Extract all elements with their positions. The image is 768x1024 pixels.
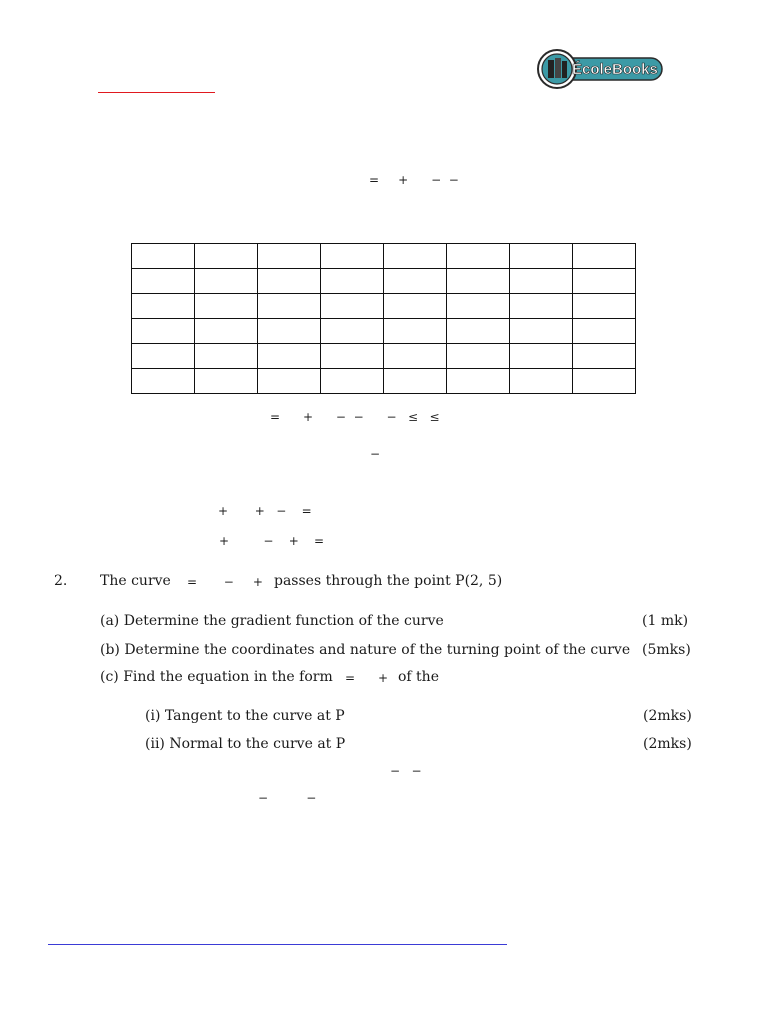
q2-part-c-text: (c) Find the equation in the form [100,669,333,685]
table-row [132,344,636,369]
table-cell [447,319,510,344]
table-cell [384,244,447,269]
q2-part-a-text: (a) Determine the gradient function of the curve [100,613,444,629]
table-cell [384,344,447,369]
table-cell [321,294,384,319]
q2-part-b-text: (b) Determine the coordinates and nature of the turning point of the curve [100,642,631,658]
table-cell [384,369,447,394]
table-cell [384,294,447,319]
table-cell [384,269,447,294]
q1-value-table [131,243,636,394]
q2-part-c-suffix: of the [398,669,439,685]
table-cell [132,344,195,369]
table-cell [510,344,573,369]
table-cell [510,244,573,269]
table-row [132,369,636,394]
q1-equation-symbols: = + − − [369,173,459,187]
ecolebooks-logo [536,48,666,90]
table-cell [573,344,636,369]
q1-equation-line-2: + − + = [219,534,325,548]
table-cell [321,269,384,294]
logo-graphic [536,48,666,90]
footer-link-rule [48,944,507,945]
q2-stem-suffix: passes through the point P(2, 5) [274,573,503,589]
table-cell [510,319,573,344]
table-cell [258,294,321,319]
q1-value-table-body [132,244,636,394]
q1-equation-line-1: + + − = [218,504,312,518]
table-cell [258,269,321,294]
table-cell [321,244,384,269]
table-cell [384,319,447,344]
table-cell [132,369,195,394]
q2-number: 2. [54,573,68,589]
table-cell [573,319,636,344]
q2-subpart-i-marks: (2mks) [643,708,692,724]
table-cell [195,369,258,394]
q2-part-c-symbols: = + [345,671,388,685]
q1-graph-range-symbols: = + − − − ≤ ≤ [270,410,440,424]
table-cell [447,369,510,394]
q2-trailing-symbols-1: − − [390,764,422,778]
table-cell [132,269,195,294]
q2-stem-symbols: = − + [187,575,263,589]
table-cell [510,269,573,294]
table-cell [321,319,384,344]
q2-subpart-ii-text: (ii) Normal to the curve at P [145,736,346,752]
table-cell [573,269,636,294]
table-cell [132,294,195,319]
table-cell [573,369,636,394]
table-cell [258,319,321,344]
table-cell [573,294,636,319]
table-cell [195,319,258,344]
table-row [132,294,636,319]
table-cell [258,244,321,269]
q2-stem-prefix: The curve [100,573,171,589]
table-cell [195,244,258,269]
table-row [132,269,636,294]
table-cell [321,369,384,394]
q2-subpart-ii-marks: (2mks) [643,736,692,752]
table-cell [447,244,510,269]
table-cell [258,369,321,394]
table-row [132,244,636,269]
table-row [132,319,636,344]
table-cell [132,319,195,344]
q2-subpart-i-text: (i) Tangent to the curve at P [145,708,345,724]
q2-part-a-marks: (1 mk) [642,613,689,629]
table-cell [195,344,258,369]
q2-trailing-symbols-2: − − [258,791,317,805]
logo-text: ÉcoleBooks [572,61,658,78]
table-cell [321,344,384,369]
table-cell [510,369,573,394]
table-cell [132,244,195,269]
q1-minus-symbol: − [370,447,381,461]
table-cell [447,269,510,294]
table-cell [195,269,258,294]
header-accent-rule [98,92,215,93]
table-cell [447,294,510,319]
table-cell [195,294,258,319]
table-cell [510,294,573,319]
table-cell [447,344,510,369]
table-cell [258,344,321,369]
table-cell [573,244,636,269]
q2-part-b-marks: (5mks) [642,642,691,658]
